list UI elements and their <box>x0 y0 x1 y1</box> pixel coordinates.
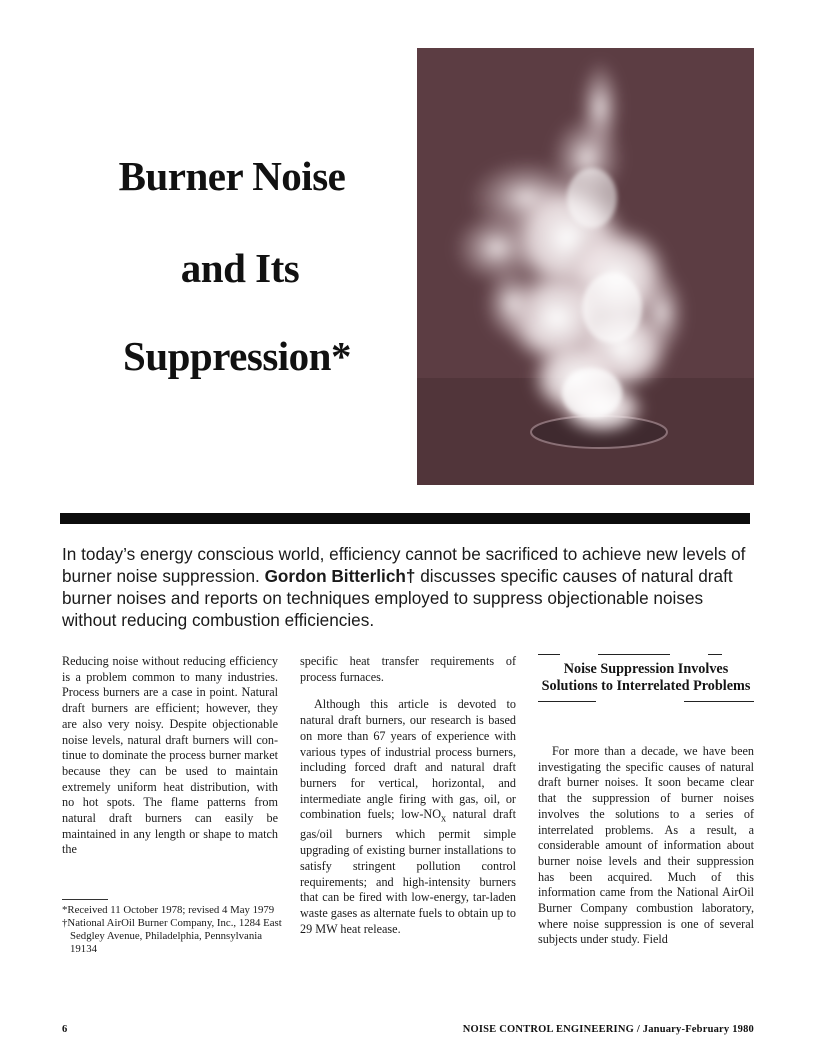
nox-subscript: x <box>441 813 447 825</box>
body-column-3 <box>538 744 754 948</box>
flame-photograph <box>417 48 754 485</box>
col2-p2-end: natural draft gas/oil burners which permit simple upgrading of existing burner installations to satisfy stringent pollution control requirements; and high-intensity burners that can be fired with low-energy, tar-laden waste gases as alternate fuels to obtain up to 29 MW heat release. <box>300 807 516 936</box>
footnote-affiliation: †National AirOil Burner Company, Inc., 1284 East Sedgley Avenue, Philadelphia, Pennsylvania 19134 <box>62 917 282 955</box>
article-title-line-2: and Its <box>180 245 300 291</box>
body-column-2 <box>300 654 516 937</box>
col2-p2-start: Although this article is devoted to natural draft burners, our research is based on more than 67 years of experience with various types of industrial process burners, including forced draft and natural draft burners for vertical, horizontal, and intermediate angle firing with gas, oil, or combination fuels; low-NO <box>300 697 516 822</box>
author-name: Gordon Bitterlich† <box>264 566 416 586</box>
section-divider-rule <box>60 513 750 524</box>
col2-paragraph-2 <box>300 697 516 937</box>
col3-paragraph: For more than a decade, we have been investigating the specific causes of natural draft burner noises. It soon became clear that the suppression of burner noises involves the solutions to a series of interrelated problems. As a result, a considerable amount of information about burner noise levels and their suppression has been acquired. Much of this information came from the National AirOil Burner Company combustion laboratory, where noise suppression is one of several subjects under study. Field <box>538 744 754 947</box>
heading-bottom-rule <box>538 701 754 702</box>
footnotes <box>62 904 282 956</box>
col2-paragraph-1: specific heat transfer requirements of process furnaces. <box>300 654 516 684</box>
sidebar-heading-box <box>538 654 754 702</box>
body-column-1 <box>62 654 278 858</box>
page-number: 6 <box>62 1024 68 1035</box>
col1-paragraph: Reducing noise without reducing efficiency is a problem common to many industries. Process burners are a case in point. Natural draft burners are efficient; however, they are also very noisy. Despite objectionable noise levels, natural draft burners will continue to dominate the process burner market because they can be used to maintain extremely uniform heat distribution, with no hot spots. The flame patterns from natural draft burners can easily be maintained in any length or shape to match the <box>62 654 278 857</box>
intro-text-start: In today’s energy conscious world, efficiency cannot be sacrificed to achieve new levels of burner noise suppression. <box>62 544 746 586</box>
heading-top-rule <box>538 654 754 655</box>
section-heading: Noise Suppression Involves Solutions to Interrelated Problems <box>541 661 751 694</box>
intro-text-end: discusses specific causes of natural draft burner noises and reports on techniques employed to suppress objectionable noises without reducing combustion efficiencies. <box>62 566 733 630</box>
article-title-line-1: Burner Noise <box>118 153 346 199</box>
intro-deck <box>62 543 762 631</box>
footnote-received: *Received 11 October 1978; revised 4 May 1979 <box>62 904 275 916</box>
flame-image <box>417 48 754 485</box>
article-title-line-3: Suppression* <box>123 333 351 379</box>
journal-running-footer: NOISE CONTROL ENGINEERING / January-February 1980 <box>462 1024 754 1035</box>
footnote-rule <box>62 899 108 900</box>
